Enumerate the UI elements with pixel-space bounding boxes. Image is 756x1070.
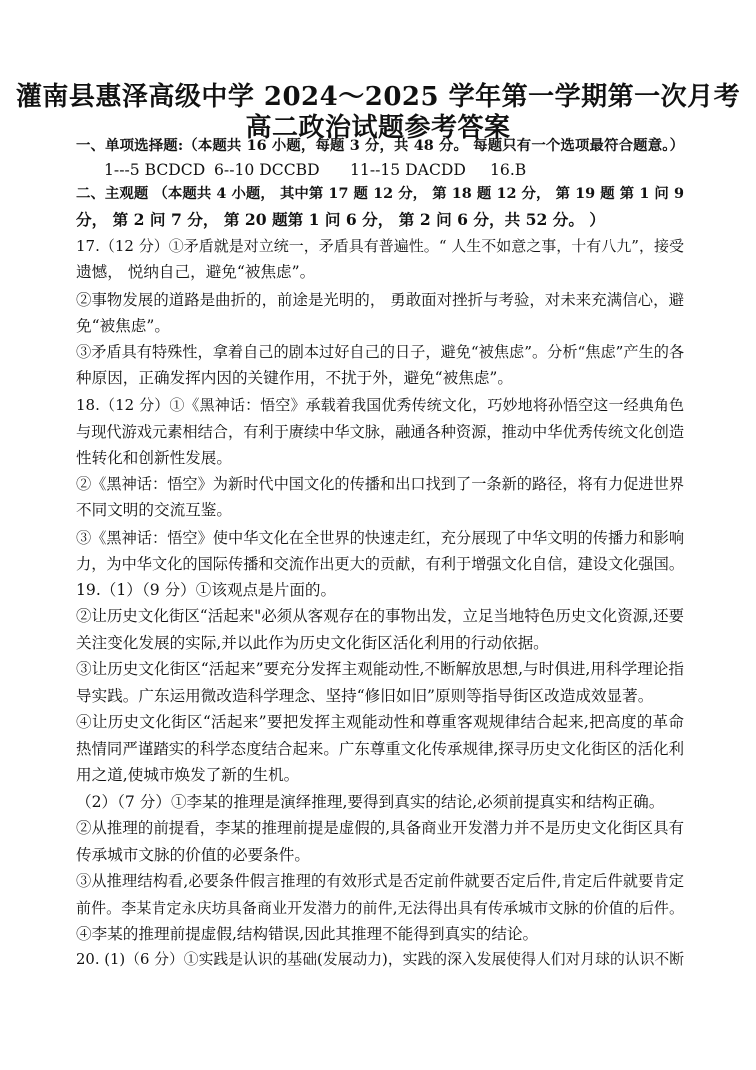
body-line: 种原因，正确发挥内因的关键作用，不扰于外，避免“被焦虑”。 bbox=[76, 369, 513, 387]
body-line: 力，为中华文化的国际传播和交流作出更大的贡献，有利于增强文化自信，建设文化强国。 bbox=[76, 555, 684, 573]
choice-answer-group: 11--15 DACDD bbox=[350, 161, 466, 179]
body-line: 性转化和创新性发展。 bbox=[76, 449, 232, 467]
body-line: 18.（12 分）①《黑神话：悟空》承载着我国优秀传统文化，巧妙地将孙悟空这一经典角色 bbox=[76, 396, 684, 414]
body-line: ③《黑神话：悟空》使中华文化在全世界的快速走红，充分展现了中华文明的传播力和影响 bbox=[76, 529, 684, 547]
choice-answer-group: 16.B bbox=[490, 161, 527, 179]
choice-answers-row bbox=[104, 158, 624, 182]
document-title: 灌南县惠泽高级中学 2024～2025 学年第一学期第一次月考 bbox=[15, 82, 741, 112]
body-line: 20. (1)（6 分）①实践是认识的基础(发展动力)，实践的深入发展使得人们对月球的认识不断 bbox=[76, 951, 684, 968]
body-line: ③矛盾具有特殊性，拿着自己的剧本过好自己的日子，避免“被焦虑”。分析“焦虑”产生的各 bbox=[76, 343, 685, 361]
section-1-heading: 一、单项选择题:（本题共 16 小题，每题 3 分，共 48 分。 每题只有一个选项最符合题意。） bbox=[76, 137, 684, 154]
body-line: 热情同严谨踏实的科学态度结合起来。广东尊重文化传承规律,探寻历史文化街区的活化利 bbox=[76, 740, 684, 758]
section-2-heading-line: 分， 第 2 问 7 分， 第 20 题第 1 问 6 分， 第 2 问 6 分，共 52 分。 ） bbox=[76, 210, 605, 229]
body-line: ②让历史文化街区“活起来"必须从客观存在的事物出发，立足当地特色历史文化资源,还要 bbox=[76, 607, 684, 625]
body-line: 17.（12 分）①矛盾就是对立统一，矛盾具有普遍性。“ 人生不如意之事，十有八九”，接受 bbox=[76, 237, 684, 255]
body-line: 前件。李某肯定永庆坊具备商业开发潜力的前件,无法得出具有传承城市文脉的价值的后件。 bbox=[76, 899, 684, 917]
body-line: 19.（1）（9 分）①该观点是片面的。 bbox=[76, 581, 337, 599]
body-line: 传承城市文脉的价值的必要条件。 bbox=[76, 846, 310, 864]
body-line: 遗憾， 悦纳自己，避免“被焦虑”。 bbox=[76, 263, 316, 281]
document-subtitle: 高二政治试题参考答案 bbox=[245, 113, 511, 143]
body-line: 与现代游戏元素相结合，有利于赓续中华文脉，融通各种资源，推动中华优秀传统文化创造 bbox=[76, 423, 684, 441]
body-line: 用之道,使城市焕发了新的生机。 bbox=[76, 766, 300, 784]
body-line: ③从推理结构看,必要条件假言推理的有效形式是否定前件就要否定后件,肯定后件就要肯定 bbox=[76, 872, 684, 890]
body-line: 关注变化发展的实际,并以此作为历史文化街区活化利用的行动依据。 bbox=[76, 634, 549, 652]
body-line: ②事物发展的道路是曲折的，前途是光明的， 勇敢面对挫折与考验，对未来充满信心，避 bbox=[76, 291, 684, 309]
body-line: 导实践。广东运用微改造科学理念、坚持“修旧如旧”原则等指导街区改造成效显著。 bbox=[76, 687, 654, 705]
body-line: ②从推理的前提看，李某的推理前提是虚假的,具备商业开发潜力并不是历史文化街区具有 bbox=[76, 819, 684, 837]
choice-answer-group: 1---5 BCDCD bbox=[104, 161, 206, 179]
body-line: ④李某的推理前提虚假,结构错误,因此其推理不能得到真实的结论。 bbox=[76, 925, 539, 943]
body-line: 免“被焦虑”。 bbox=[76, 317, 170, 335]
body-line: 不同文明的交流互鉴。 bbox=[76, 501, 232, 519]
body-line: ③让历史文化街区“活起来”要充分发挥主观能动性,不断解放思想,与时俱进,用科学理论指 bbox=[76, 660, 684, 678]
choice-answer-group: 6--10 DCCBD bbox=[214, 161, 320, 179]
section-2-heading-line: 二、主观题 （本题共 4 小题， 其中第 17 题 12 分， 第 18 题 12 分， 第 19 题 第 1 问 9 bbox=[76, 185, 684, 202]
body-line: ④让历史文化街区“活起来”要把发挥主观能动性和尊重客观规律结合起来,把高度的革命 bbox=[76, 713, 684, 731]
body-line: （2）（7 分）①李某的推理是演绎推理,要得到真实的结论,必须前提真实和结构正确。 bbox=[76, 793, 665, 811]
body-line: ②《黑神话：悟空》为新时代中国文化的传播和出口找到了一条新的路径，将有力促进世界 bbox=[76, 475, 684, 493]
